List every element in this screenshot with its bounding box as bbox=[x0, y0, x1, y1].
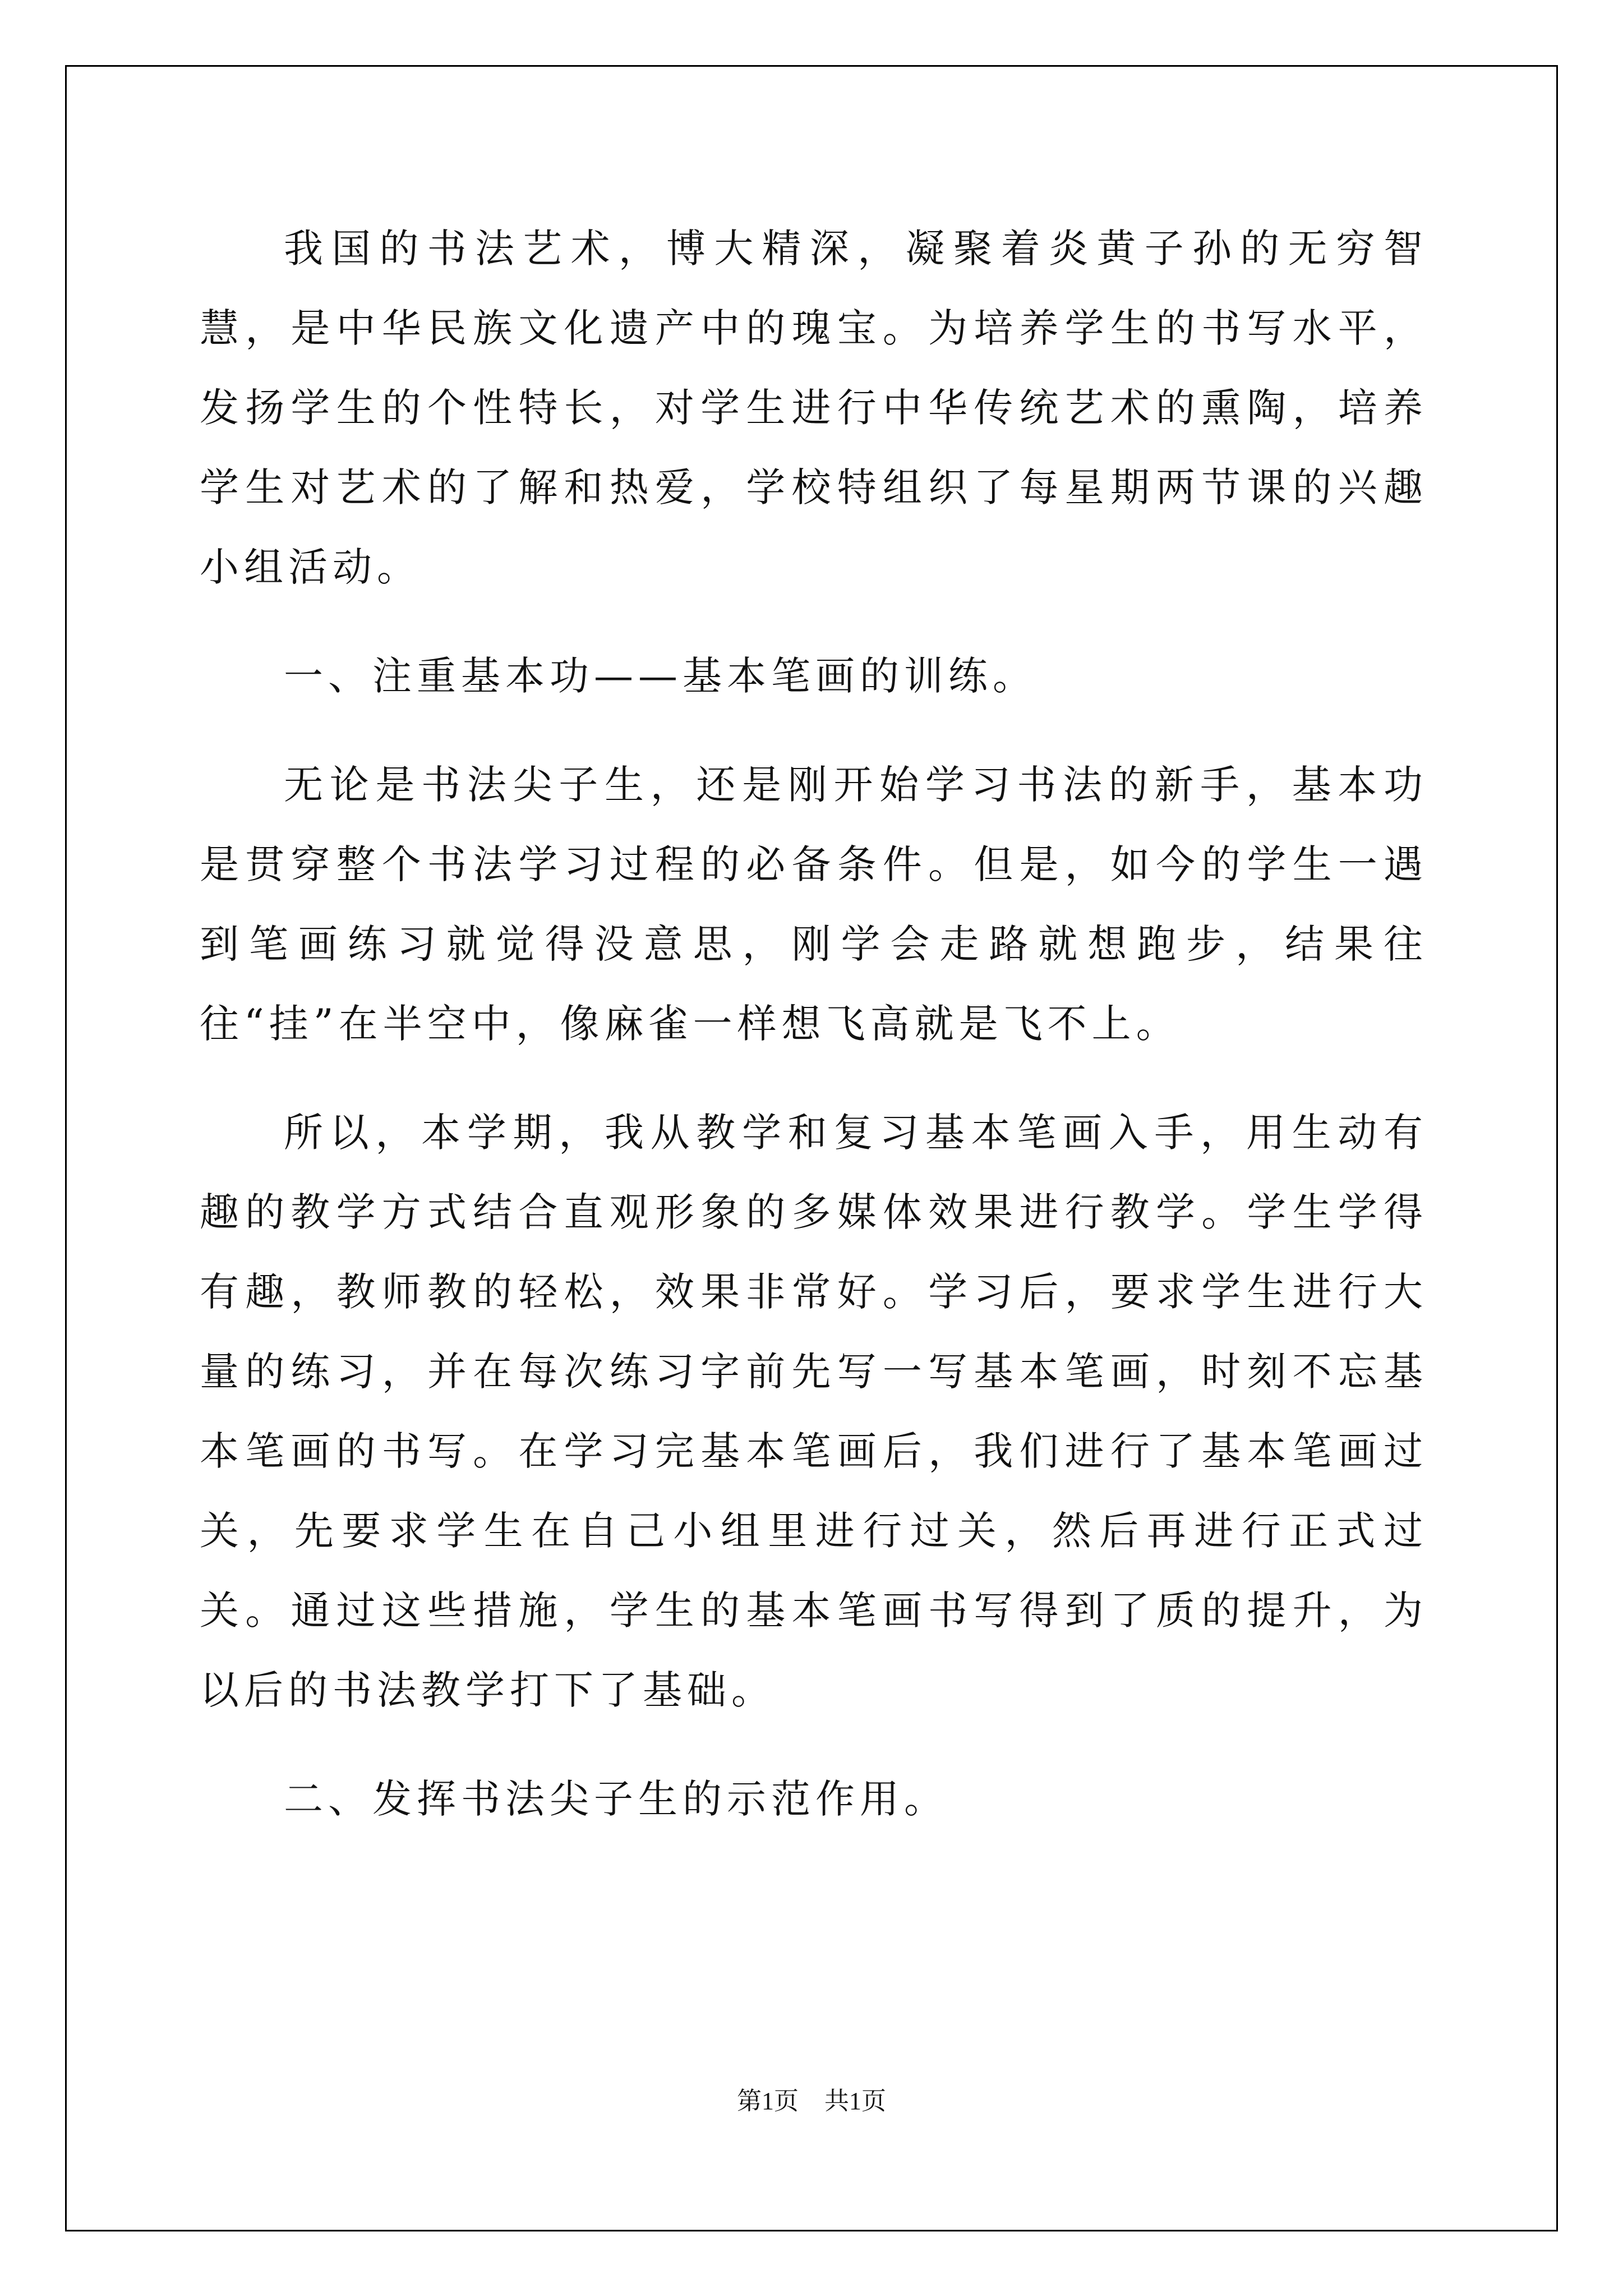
section-heading-2: 二、发挥书法尖子生的示范作用。 bbox=[284, 1776, 948, 1822]
document-body bbox=[200, 209, 1428, 1868]
paragraph-basics: 无论是书法尖子生，还是刚开始学习书法的新手，基本功是贯穿整个书法学习过程的必备条件。但是，如今的学生一遇到笔画练习就觉得没意思，刚学会走路就想跑步，结果往往“挂”在半空中，像麻雀一样想飞高就是飞不上。 bbox=[200, 762, 1428, 1047]
paragraph-method: 所以，本学期，我从教学和复习基本笔画入手，用生动有趣的教学方式结合直观形象的多媒体效果进行教学。学生学得有趣，教师教的轻松，效果非常好。学习后，要求学生进行大量的练习，并在每次练习字前先写一写基本笔画，时刻不忘基本笔画的书写。在学习完基本笔画后，我们进行了基本笔画过关，先要求学生在自己小组里进行过关，然后再进行正式过关。通过这些措施，学生的基本笔画书写得到了质的提升，为以后的书法教学打下了基础。 bbox=[200, 1110, 1428, 1713]
page-total: 共1页 bbox=[824, 2087, 886, 2115]
section-heading-1: 一、注重基本功——基本笔画的训练。 bbox=[284, 653, 1037, 699]
paragraph-intro: 我国的书法艺术，博大精深，凝聚着炎黄子孙的无穷智慧，是中华民族文化遗产中的瑰宝。为培养学生的书写水平，发扬学生的个性特长，对学生进行中华传统艺术的熏陶，培养学生对艺术的了解和热爱，学校特组织了每星期两节课的兴趣小组活动。 bbox=[200, 226, 1428, 590]
page-number: 第1页 bbox=[737, 2087, 799, 2115]
page-footer bbox=[0, 2085, 1623, 2118]
